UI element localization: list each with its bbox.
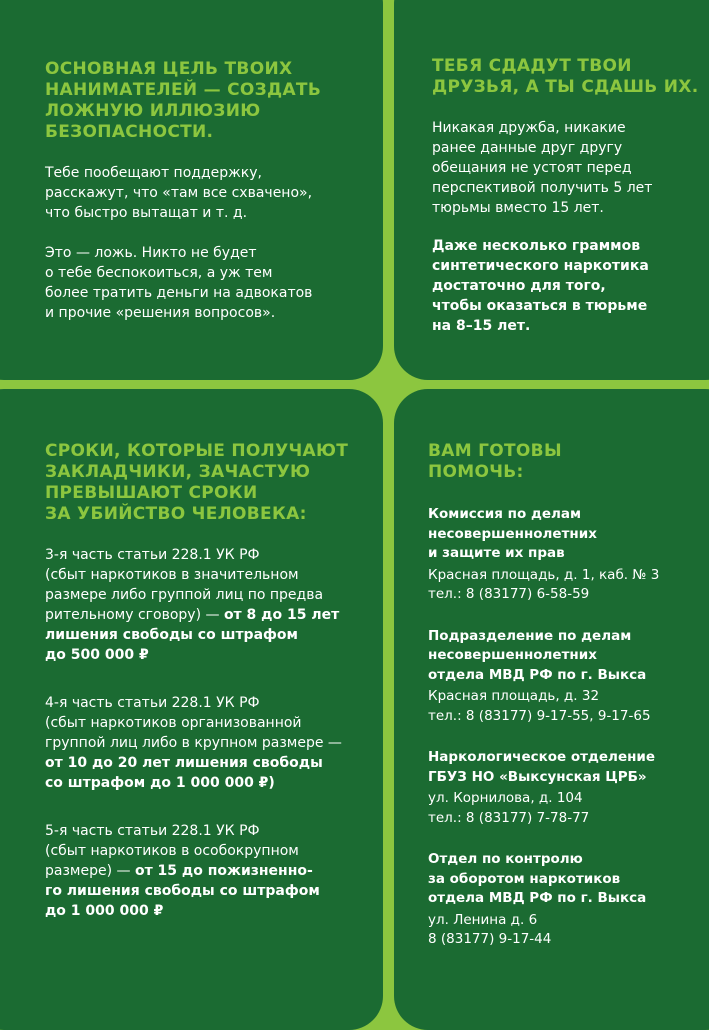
panel-help-contacts: [394, 389, 709, 1030]
contact-drug-control: [428, 850, 709, 950]
text-line: ул. Корнилова, д. 104: [428, 790, 583, 806]
text-line: 3-я часть статьи 228.1 УК РФ: [45, 547, 260, 563]
text-line: что быстро вытащат и т. д.: [45, 205, 248, 221]
contact-address: [428, 789, 709, 828]
text-line: о тебе беспокоиться, а уж тем: [45, 265, 273, 281]
contact-juvenile-division: [428, 627, 709, 727]
text-line: Красная площадь, д. 32: [428, 688, 600, 704]
text-line: Это — ложь. Никто не будет: [45, 245, 257, 261]
heading-line: ЗА УБИЙСТВО ЧЕЛОВЕКА:: [45, 504, 307, 524]
text-line: несовершеннолетних: [428, 647, 597, 663]
text-line: обещания не устоят перед: [432, 160, 632, 176]
text-line: тел.: 8 (83177) 7-78-77: [428, 809, 590, 826]
heading-line: ПОМОЧЬ:: [428, 462, 524, 482]
panel3-heading: [45, 441, 357, 525]
panel-sentences: [0, 389, 383, 1030]
text-line: тюрьмы вместо 15 лет.: [432, 200, 604, 216]
text-line: за оборотом наркотиков: [428, 870, 621, 887]
text-line: тел.: 8 (83177) 6-58-59: [428, 586, 590, 602]
heading-line: ПРЕВЫШАЮТ СРОКИ: [45, 483, 258, 503]
penalty-text: до 500 000 ₽: [45, 647, 149, 663]
panel1-paragraph-2: [45, 243, 353, 323]
contact-name: [428, 850, 709, 909]
text-line: группой лиц либо в крупном размере —: [45, 735, 342, 751]
panel2-paragraph-1: [432, 118, 709, 218]
contact-name: [428, 505, 709, 564]
text-line: Никакая дружба, никакие: [432, 120, 626, 136]
penalty-text: до 1 000 000 ₽: [45, 903, 164, 919]
text-line: на 8–15 лет.: [432, 318, 531, 334]
contact-commission: [428, 505, 709, 605]
contact-address: [428, 911, 709, 950]
panel4-heading: [428, 441, 709, 483]
text-line: (сбыт наркотиков организованной: [45, 715, 302, 731]
text-line: расскажут, что «там все схвачено»,: [45, 185, 313, 201]
panel-friends: [394, 0, 709, 380]
law-article-part-3: [45, 545, 357, 665]
text-line: отдела МВД РФ по г. Выкса: [428, 890, 647, 906]
text-line: Отдел по контролю: [428, 851, 583, 867]
heading-line: ТЕБЯ СДАДУТ ТВОИ: [432, 56, 632, 76]
text-line: Красная площадь, д. 1, каб. № 3: [428, 566, 660, 583]
penalty-text: го лишения свободы со штрафом: [45, 883, 320, 899]
text-line: и прочие «решения вопросов».: [45, 305, 276, 321]
text-line: ранее данные друг другу: [432, 140, 623, 156]
text-line: синтетического наркотика: [432, 258, 649, 274]
law-article-part-4: [45, 693, 357, 793]
text-line: перспективой получить 5 лет: [432, 180, 653, 196]
text-line: и защите их прав: [428, 545, 565, 561]
panel2-heading: [432, 56, 709, 98]
heading-line: СРОКИ, КОТОРЫЕ ПОЛУЧАЮТ: [45, 441, 349, 461]
text-line: Комиссия по делам: [428, 506, 582, 522]
heading-line: ОСНОВНАЯ ЦЕЛЬ ТВОИХ: [45, 59, 293, 79]
penalty-text: от 15 до пожизненно-: [134, 863, 313, 879]
text-line: (сбыт наркотиков в значительном: [45, 567, 299, 583]
text-line: более тратить деньги на адвокатов: [45, 285, 313, 301]
contact-address: [428, 566, 709, 605]
contact-name: [428, 748, 709, 787]
penalty-text: лишения свободы со штрафом: [45, 627, 298, 643]
text-line: размере) —: [45, 863, 135, 879]
heading-line: ЛОЖНУЮ ИЛЛЮЗИЮ: [45, 101, 261, 121]
contact-address: [428, 687, 709, 726]
text-line: 4-я часть статьи 228.1 УК РФ: [45, 695, 260, 711]
text-line: 5-я часть статьи 228.1 УК РФ: [45, 823, 260, 839]
text-line: ГБУЗ НО «Выксунская ЦРБ»: [428, 768, 647, 785]
panel-false-safety: [0, 0, 383, 380]
penalty-text: от 10 до 20 лет лишения свободы: [45, 755, 323, 771]
panel1-heading: [45, 59, 353, 143]
text-line: размере либо группой лиц по предва: [45, 587, 324, 603]
penalty-text: со штрафом до 1 000 000 ₽): [45, 775, 275, 791]
panel2-paragraph-2: [432, 236, 709, 336]
heading-line: ДРУЗЬЯ, А ТЫ СДАШЬ ИХ.: [432, 77, 699, 97]
heading-line: ВАМ ГОТОВЫ: [428, 441, 562, 461]
text-line: Даже несколько граммов: [432, 238, 641, 254]
penalty-text: от 8 до 15 лет: [223, 607, 340, 623]
heading-line: ЗАКЛАДЧИКИ, ЗАЧАСТУЮ: [45, 462, 311, 482]
text-line: отдела МВД РФ по г. Выкса: [428, 666, 647, 683]
text-line: тел.: 8 (83177) 9-17-55, 9-17-65: [428, 707, 651, 724]
heading-line: БЕЗОПАСНОСТИ.: [45, 122, 214, 142]
text-line: рительному сговору) —: [45, 607, 224, 623]
text-line: 8 (83177) 9-17-44: [428, 931, 552, 947]
text-line: несовершеннолетних: [428, 525, 597, 542]
text-line: Тебе пообещают поддержку,: [45, 165, 262, 181]
text-line: ул. Ленина д. 6: [428, 911, 538, 928]
heading-line: НАНИМАТЕЛЕЙ — СОЗДАТЬ: [45, 80, 322, 100]
text-line: достаточно для того,: [432, 278, 606, 294]
text-line: Подразделение по делам: [428, 627, 632, 644]
text-line: чтобы оказаться в тюрьме: [432, 298, 648, 314]
panel1-paragraph-1: [45, 163, 353, 223]
contact-name: [428, 627, 709, 686]
contact-narcology-department: [428, 748, 709, 828]
text-line: Наркологическое отделение: [428, 749, 656, 765]
text-line: (сбыт наркотиков в особокрупном: [45, 843, 299, 859]
law-article-part-5: [45, 821, 357, 921]
